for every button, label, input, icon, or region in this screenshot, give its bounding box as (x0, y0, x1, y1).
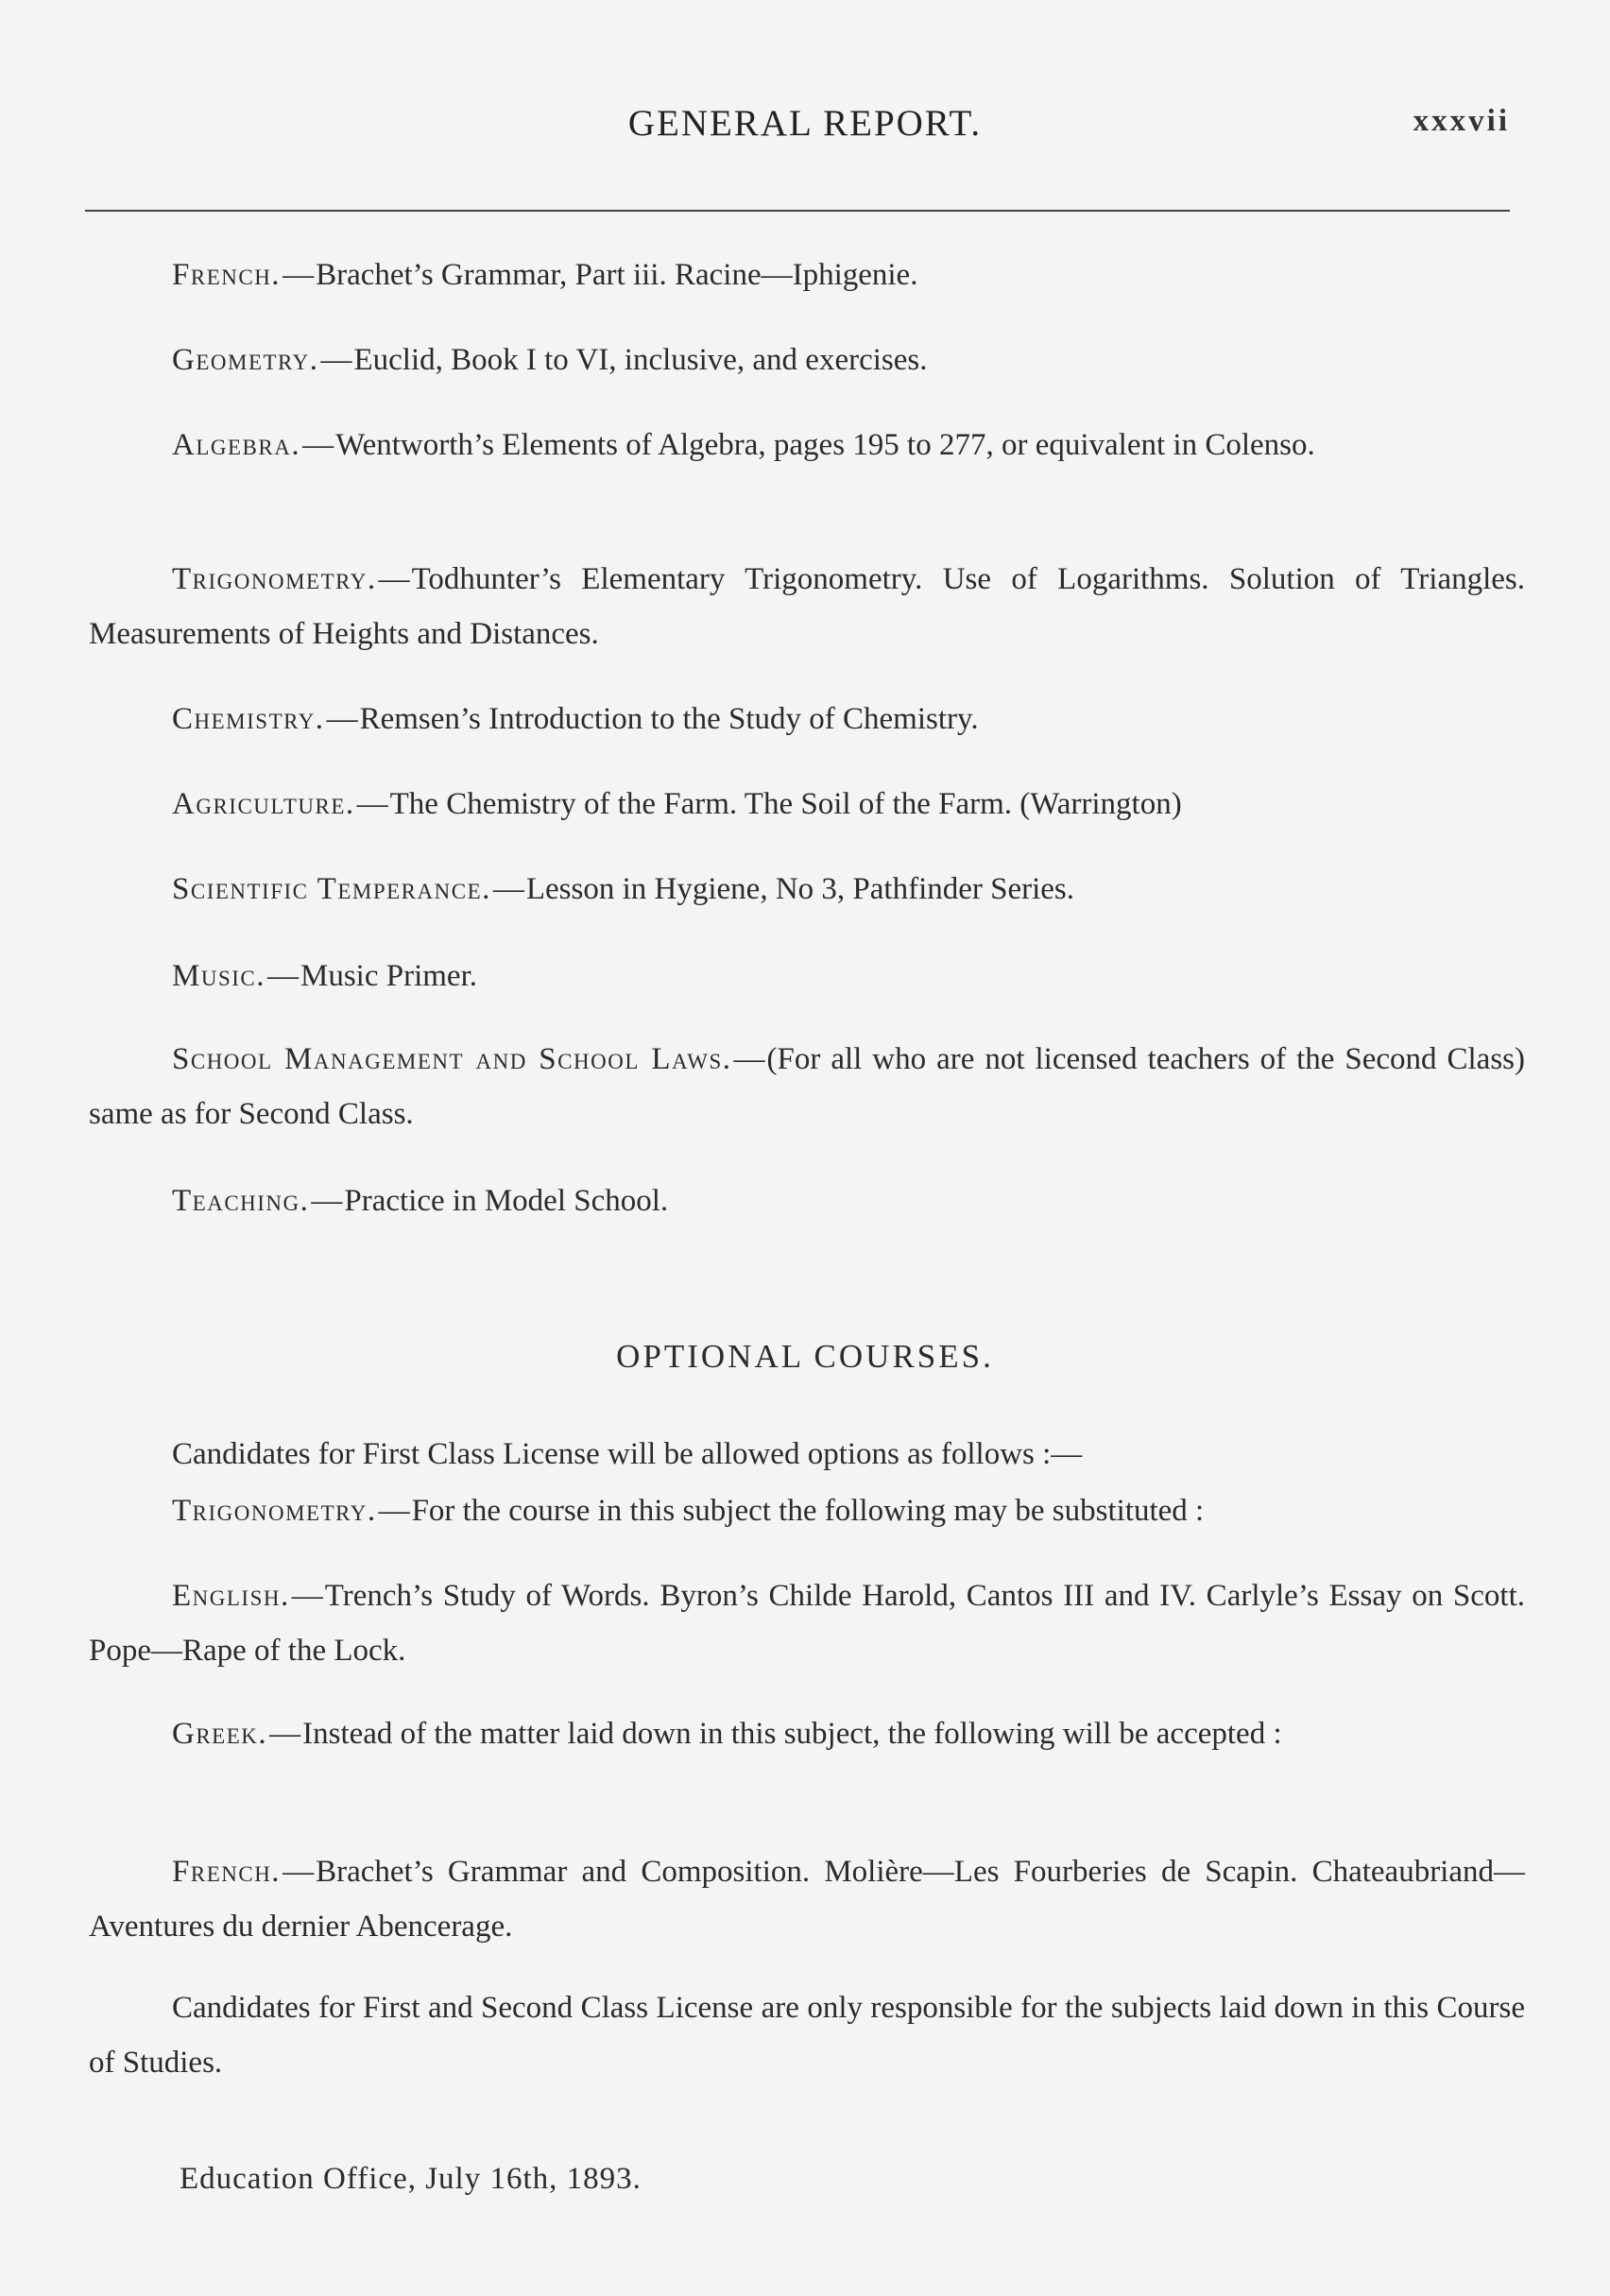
entry-text: Remsen’s Introduction to the Study of Chemistry. (359, 702, 979, 736)
entry-label: Agriculture. (172, 787, 355, 821)
entry-dash: — (269, 1717, 301, 1751)
entry-label: Algebra. (172, 428, 301, 462)
entry-school-management (89, 1032, 1525, 1141)
entry-geometry (89, 333, 1525, 387)
entry-text: Lesson in Hygiene, No 3, Pathfinder Series. (525, 872, 1075, 906)
entry-label: Scientific Temperance. (172, 872, 491, 906)
entry-text: Music Primer. (300, 959, 477, 993)
entry-text: Instead of the matter laid down in this subject, the following will be accepted : (302, 1717, 1282, 1751)
entry-dash: — (356, 787, 388, 821)
entry-text: Practice in Model School. (344, 1184, 669, 1218)
entry-music (89, 949, 1525, 1003)
entry-text: Trench’s Study of Words. Byron’s Childe Harold, Cantos III and IV. Carlyle’s Essay on Scott. Pope—Rape of the Lock. (89, 1579, 1525, 1668)
entry-text: Wentworth’s Elements of Algebra, pages 195 to 277, or equivalent in Colenso. (335, 428, 1315, 462)
entry-dash: — (378, 562, 410, 596)
optional-entry-english (89, 1568, 1525, 1678)
entry-label: English. (172, 1579, 290, 1613)
entry-text: Brachet’s Grammar, Part iii. Racine—Iphigenie. (316, 258, 918, 292)
entry-text: Todhunter’s Elementary Trigonometry. Use of Logarithms. Solution of Triangles. Measurements of Heights and Distances. (89, 562, 1525, 651)
entry-trigonometry (89, 552, 1525, 661)
optional-closing (89, 1980, 1525, 2090)
entry-algebra (89, 418, 1525, 472)
entry-chemistry (89, 692, 1525, 746)
entry-label: School Management and School Laws. (172, 1042, 732, 1076)
entry-teaching (89, 1174, 1525, 1228)
entry-label: Trigonometry. (172, 562, 377, 596)
entry-label: French. (172, 1855, 282, 1889)
entry-label: Teaching. (172, 1184, 310, 1218)
entry-dash: — (326, 702, 358, 736)
entry-label: Greek. (172, 1717, 268, 1751)
entry-french (89, 248, 1525, 302)
entry-text: For the course in this subject the following may be substituted : (411, 1494, 1205, 1528)
entry-dash: — (320, 343, 352, 377)
entry-label: Trigonometry. (172, 1494, 377, 1528)
optional-entry-trigonometry (89, 1483, 1525, 1538)
entry-text: Euclid, Book I to VI, inclusive, and exercises. (353, 343, 928, 377)
page-title: GENERAL REPORT. (627, 103, 983, 144)
header-rule (85, 210, 1510, 212)
entry-text: (For all who are not licensed teachers of the Second Class) same as for Second Class. (89, 1042, 1525, 1131)
optional-entry-french (89, 1844, 1525, 1954)
entry-dash: — (378, 1494, 410, 1528)
optional-intro-text: Candidates for First Class License will be allowed options as follows :— (172, 1437, 1083, 1471)
entry-label: Chemistry. (172, 702, 325, 736)
entry-dash: — (283, 1855, 315, 1889)
entry-dash: — (733, 1042, 765, 1076)
running-head (0, 102, 1610, 159)
entry-label: Geometry. (172, 343, 319, 377)
optional-intro (89, 1427, 1525, 1482)
section-title-optional-courses: OPTIONAL COURSES. (616, 1338, 994, 1375)
entry-text: The Chemistry of the Farm. The Soil of the Farm. (Warrington) (389, 787, 1182, 821)
signature-line: Education Office, July 16th, 1893. (180, 2162, 642, 2196)
entry-dash: — (311, 1184, 343, 1218)
entry-dash: — (302, 428, 334, 462)
optional-closing-text: Candidates for First and Second Class License are only responsible for the subjects laid down in this Course of Studies. (89, 1991, 1525, 2080)
entry-dash: — (267, 959, 299, 993)
entry-text: Brachet’s Grammar and Composition. Molière—Les Fourberies de Scapin. Chateaubriand—Aventures du dernier Abencerage. (89, 1855, 1525, 1944)
entry-scientific-temperance (89, 862, 1525, 917)
page-number: xxxvii (1413, 104, 1510, 138)
entry-label: Music. (172, 959, 265, 993)
entry-dash: — (492, 872, 524, 906)
entry-dash: — (291, 1579, 323, 1613)
entry-label: French. (172, 258, 282, 292)
entry-agriculture (89, 777, 1525, 831)
entry-dash: — (283, 258, 315, 292)
optional-entry-greek (89, 1706, 1525, 1761)
